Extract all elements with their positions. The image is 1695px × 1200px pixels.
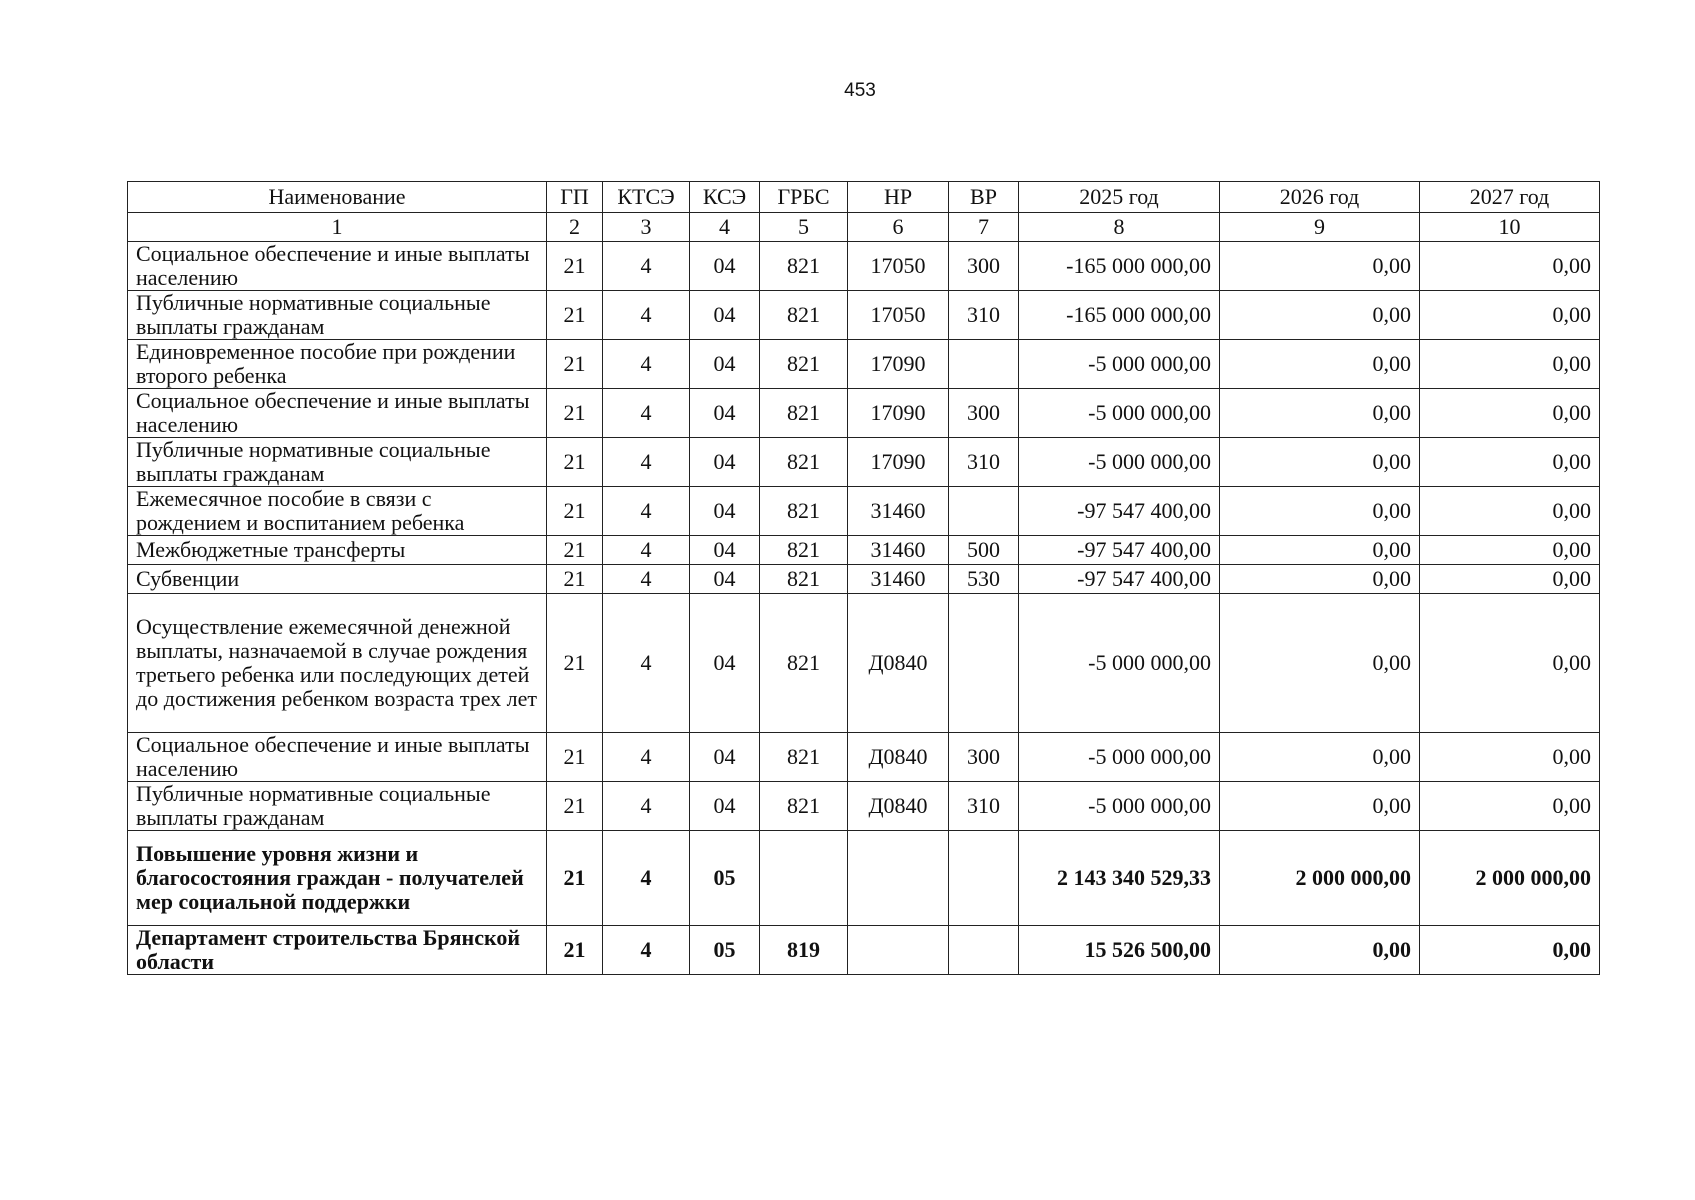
cell-gp: 21 bbox=[547, 782, 603, 831]
column-header: ГП bbox=[547, 182, 603, 213]
cell-ktse: 4 bbox=[603, 926, 690, 975]
column-number: 1 bbox=[128, 213, 547, 242]
table-row bbox=[128, 733, 1600, 782]
cell-vr: 530 bbox=[949, 565, 1019, 594]
cell-2026: 0,00 bbox=[1220, 733, 1420, 782]
cell-name: Социальное обеспечение и иные выплаты населению bbox=[128, 389, 547, 438]
cell-gp: 21 bbox=[547, 242, 603, 291]
cell-2025: -5 000 000,00 bbox=[1019, 438, 1220, 487]
cell-vr bbox=[949, 594, 1019, 733]
column-number: 7 bbox=[949, 213, 1019, 242]
cell-2025: -5 000 000,00 bbox=[1019, 389, 1220, 438]
cell-kse: 05 bbox=[690, 831, 760, 926]
column-header: 2025 год bbox=[1019, 182, 1220, 213]
cell-vr: 310 bbox=[949, 782, 1019, 831]
cell-grbs: 821 bbox=[760, 291, 848, 340]
table-row bbox=[128, 291, 1600, 340]
column-number: 4 bbox=[690, 213, 760, 242]
cell-name: Социальное обеспечение и иные выплаты населению bbox=[128, 242, 547, 291]
cell-2026: 0,00 bbox=[1220, 291, 1420, 340]
cell-kse: 05 bbox=[690, 926, 760, 975]
cell-grbs: 821 bbox=[760, 340, 848, 389]
cell-2025: -165 000 000,00 bbox=[1019, 242, 1220, 291]
cell-ktse: 4 bbox=[603, 389, 690, 438]
cell-vr bbox=[949, 487, 1019, 536]
cell-gp: 21 bbox=[547, 565, 603, 594]
cell-2027: 2 000 000,00 bbox=[1420, 831, 1600, 926]
cell-gp: 21 bbox=[547, 291, 603, 340]
cell-nr: 17050 bbox=[848, 291, 949, 340]
column-header: Наименование bbox=[128, 182, 547, 213]
cell-name: Единовременное пособие при рождении второго ребенка bbox=[128, 340, 547, 389]
cell-2026: 2 000 000,00 bbox=[1220, 831, 1420, 926]
cell-ktse: 4 bbox=[603, 782, 690, 831]
table-row bbox=[128, 389, 1600, 438]
cell-2027: 0,00 bbox=[1420, 565, 1600, 594]
cell-kse: 04 bbox=[690, 782, 760, 831]
table-row bbox=[128, 565, 1600, 594]
cell-ktse: 4 bbox=[603, 536, 690, 565]
cell-kse: 04 bbox=[690, 733, 760, 782]
cell-ktse: 4 bbox=[603, 487, 690, 536]
cell-grbs: 821 bbox=[760, 782, 848, 831]
cell-nr: 31460 bbox=[848, 536, 949, 565]
cell-gp: 21 bbox=[547, 389, 603, 438]
column-number: 10 bbox=[1420, 213, 1600, 242]
table-row bbox=[128, 926, 1600, 975]
cell-vr bbox=[949, 831, 1019, 926]
cell-vr: 500 bbox=[949, 536, 1019, 565]
cell-nr: 17050 bbox=[848, 242, 949, 291]
cell-vr: 300 bbox=[949, 733, 1019, 782]
cell-2026: 0,00 bbox=[1220, 926, 1420, 975]
cell-nr: 17090 bbox=[848, 389, 949, 438]
cell-nr: 31460 bbox=[848, 487, 949, 536]
column-number: 8 bbox=[1019, 213, 1220, 242]
column-number: 5 bbox=[760, 213, 848, 242]
cell-2027: 0,00 bbox=[1420, 536, 1600, 565]
cell-2025: -97 547 400,00 bbox=[1019, 487, 1220, 536]
cell-2027: 0,00 bbox=[1420, 594, 1600, 733]
cell-grbs bbox=[760, 831, 848, 926]
cell-name: Публичные нормативные социальные выплаты гражданам bbox=[128, 438, 547, 487]
cell-2025: -5 000 000,00 bbox=[1019, 733, 1220, 782]
cell-2026: 0,00 bbox=[1220, 594, 1420, 733]
cell-ktse: 4 bbox=[603, 594, 690, 733]
cell-nr: Д0840 bbox=[848, 594, 949, 733]
cell-gp: 21 bbox=[547, 536, 603, 565]
cell-ktse: 4 bbox=[603, 291, 690, 340]
cell-2027: 0,00 bbox=[1420, 926, 1600, 975]
cell-grbs: 821 bbox=[760, 487, 848, 536]
cell-kse: 04 bbox=[690, 565, 760, 594]
table-row bbox=[128, 831, 1600, 926]
cell-grbs: 821 bbox=[760, 242, 848, 291]
cell-grbs: 821 bbox=[760, 389, 848, 438]
cell-nr bbox=[848, 926, 949, 975]
cell-nr: Д0840 bbox=[848, 782, 949, 831]
column-header: 2027 год bbox=[1420, 182, 1600, 213]
budget-table bbox=[127, 181, 1600, 975]
table-row bbox=[128, 242, 1600, 291]
cell-2025: 15 526 500,00 bbox=[1019, 926, 1220, 975]
cell-2026: 0,00 bbox=[1220, 389, 1420, 438]
cell-name: Межбюджетные трансферты bbox=[128, 536, 547, 565]
cell-name: Социальное обеспечение и иные выплаты населению bbox=[128, 733, 547, 782]
cell-kse: 04 bbox=[690, 536, 760, 565]
cell-vr: 310 bbox=[949, 291, 1019, 340]
table-row bbox=[128, 536, 1600, 565]
cell-2025: -165 000 000,00 bbox=[1019, 291, 1220, 340]
cell-gp: 21 bbox=[547, 487, 603, 536]
column-number: 6 bbox=[848, 213, 949, 242]
cell-grbs: 821 bbox=[760, 438, 848, 487]
cell-2026: 0,00 bbox=[1220, 565, 1420, 594]
cell-name: Публичные нормативные социальные выплаты гражданам bbox=[128, 782, 547, 831]
cell-gp: 21 bbox=[547, 831, 603, 926]
cell-2025: -5 000 000,00 bbox=[1019, 782, 1220, 831]
cell-grbs: 821 bbox=[760, 733, 848, 782]
cell-2027: 0,00 bbox=[1420, 733, 1600, 782]
cell-name: Осуществление ежемесячной денежной выплаты, назначаемой в случае рождения третьего ребенка или последующих детей до достижения ребенком возраста трех лет bbox=[128, 594, 547, 733]
column-header: КТСЭ bbox=[603, 182, 690, 213]
cell-name: Субвенции bbox=[128, 565, 547, 594]
cell-2027: 0,00 bbox=[1420, 487, 1600, 536]
cell-2025: 2 143 340 529,33 bbox=[1019, 831, 1220, 926]
cell-ktse: 4 bbox=[603, 565, 690, 594]
cell-vr: 300 bbox=[949, 389, 1019, 438]
cell-2025: -5 000 000,00 bbox=[1019, 594, 1220, 733]
cell-nr bbox=[848, 831, 949, 926]
cell-ktse: 4 bbox=[603, 438, 690, 487]
cell-name: Департамент строительства Брянской области bbox=[128, 926, 547, 975]
cell-name: Повышение уровня жизни и благосостояния граждан - получателей мер социальной поддержки bbox=[128, 831, 547, 926]
column-number: 9 bbox=[1220, 213, 1420, 242]
cell-2026: 0,00 bbox=[1220, 340, 1420, 389]
cell-2027: 0,00 bbox=[1420, 782, 1600, 831]
cell-2027: 0,00 bbox=[1420, 242, 1600, 291]
cell-gp: 21 bbox=[547, 926, 603, 975]
cell-ktse: 4 bbox=[603, 831, 690, 926]
cell-nr: 17090 bbox=[848, 340, 949, 389]
header-row bbox=[128, 182, 1600, 213]
column-number: 2 bbox=[547, 213, 603, 242]
cell-grbs: 819 bbox=[760, 926, 848, 975]
cell-2025: -5 000 000,00 bbox=[1019, 340, 1220, 389]
cell-2026: 0,00 bbox=[1220, 242, 1420, 291]
column-header: 2026 год bbox=[1220, 182, 1420, 213]
page-number: 453 bbox=[844, 80, 876, 101]
cell-vr bbox=[949, 340, 1019, 389]
cell-vr: 310 bbox=[949, 438, 1019, 487]
column-header: ВР bbox=[949, 182, 1019, 213]
table-body bbox=[128, 242, 1600, 975]
cell-gp: 21 bbox=[547, 594, 603, 733]
cell-kse: 04 bbox=[690, 340, 760, 389]
column-number-row bbox=[128, 213, 1600, 242]
cell-gp: 21 bbox=[547, 438, 603, 487]
table-row bbox=[128, 782, 1600, 831]
cell-kse: 04 bbox=[690, 291, 760, 340]
cell-vr: 300 bbox=[949, 242, 1019, 291]
cell-nr: 31460 bbox=[848, 565, 949, 594]
cell-grbs: 821 bbox=[760, 565, 848, 594]
cell-nr: Д0840 bbox=[848, 733, 949, 782]
column-number: 3 bbox=[603, 213, 690, 242]
cell-grbs: 821 bbox=[760, 536, 848, 565]
cell-2027: 0,00 bbox=[1420, 389, 1600, 438]
column-header: ГРБС bbox=[760, 182, 848, 213]
cell-ktse: 4 bbox=[603, 733, 690, 782]
cell-kse: 04 bbox=[690, 594, 760, 733]
cell-2026: 0,00 bbox=[1220, 536, 1420, 565]
cell-2027: 0,00 bbox=[1420, 438, 1600, 487]
cell-ktse: 4 bbox=[603, 340, 690, 389]
table-row bbox=[128, 594, 1600, 733]
cell-kse: 04 bbox=[690, 242, 760, 291]
cell-vr bbox=[949, 926, 1019, 975]
cell-gp: 21 bbox=[547, 340, 603, 389]
cell-2027: 0,00 bbox=[1420, 340, 1600, 389]
cell-2025: -97 547 400,00 bbox=[1019, 565, 1220, 594]
cell-kse: 04 bbox=[690, 487, 760, 536]
cell-2026: 0,00 bbox=[1220, 487, 1420, 536]
column-header: КСЭ bbox=[690, 182, 760, 213]
cell-2026: 0,00 bbox=[1220, 782, 1420, 831]
cell-ktse: 4 bbox=[603, 242, 690, 291]
column-header: НР bbox=[848, 182, 949, 213]
cell-name: Публичные нормативные социальные выплаты гражданам bbox=[128, 291, 547, 340]
cell-gp: 21 bbox=[547, 733, 603, 782]
cell-kse: 04 bbox=[690, 438, 760, 487]
cell-kse: 04 bbox=[690, 389, 760, 438]
cell-nr: 17090 bbox=[848, 438, 949, 487]
table-row bbox=[128, 438, 1600, 487]
table-row bbox=[128, 487, 1600, 536]
cell-2025: -97 547 400,00 bbox=[1019, 536, 1220, 565]
cell-2026: 0,00 bbox=[1220, 438, 1420, 487]
cell-2027: 0,00 bbox=[1420, 291, 1600, 340]
table-row bbox=[128, 340, 1600, 389]
cell-name: Ежемесячное пособие в связи с рождением и воспитанием ребенка bbox=[128, 487, 547, 536]
cell-grbs: 821 bbox=[760, 594, 848, 733]
